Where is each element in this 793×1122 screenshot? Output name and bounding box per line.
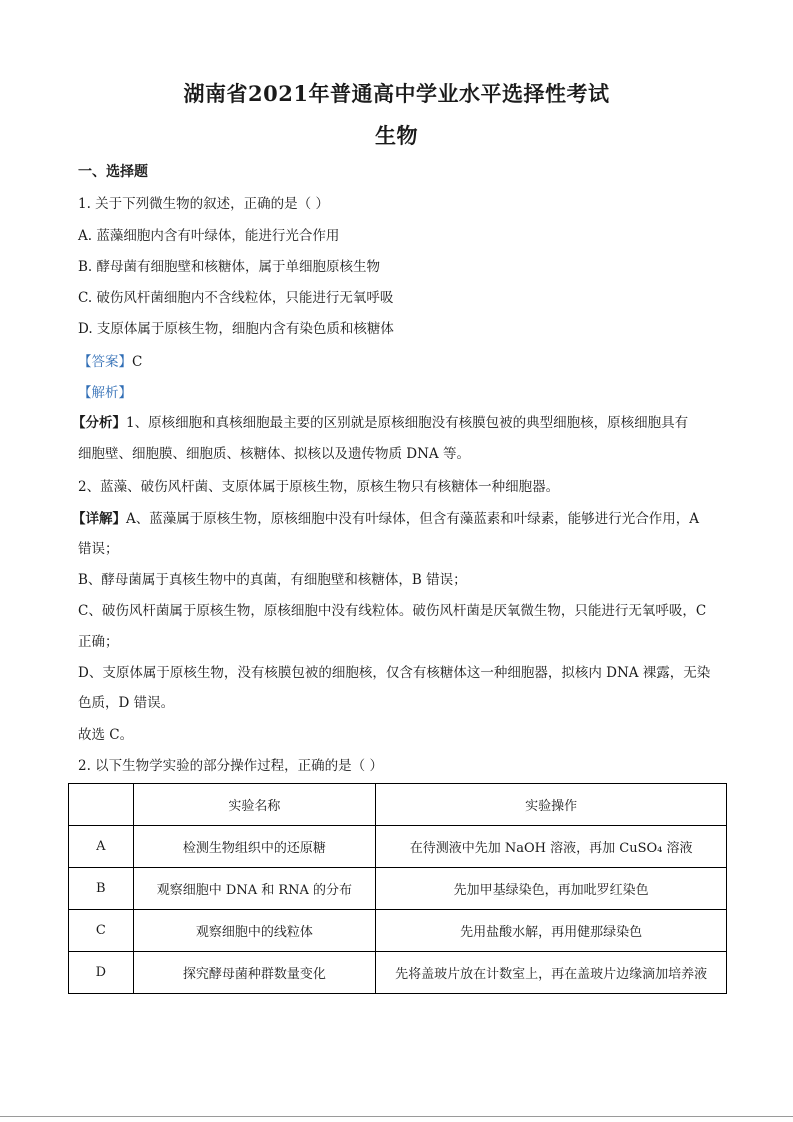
xiangjie-line-d1: D、支原体属于原核生物，没有核膜包被的细胞核，仅含有核糖体这一种细胞器，拟核内 DNA 裸露，无染 [78,665,711,681]
answer-value: C [132,354,143,370]
experiment-operation: 在待测液中先加 NaOH 溶液，再加 CuSO₄ 溶液 [376,826,727,868]
answer-label: 【答案】 [78,354,132,370]
table-row [69,868,727,910]
fenxi-line-2: 细胞壁、细胞膜、细胞质、核糖体、拟核以及遗传物质 DNA 等。 [78,446,470,462]
experiment-operation: 先加甲基绿染色，再加吡罗红染色 [376,868,727,910]
xiangjie-line-a2: 错误； [78,541,119,557]
q2-stem: 2. 以下生物学实验的部分操作过程，正确的是（ ） [78,758,383,774]
exam-subject: 生物 [375,123,418,148]
experiment-name: 观察细胞中的线粒体 [133,910,376,952]
section-heading: 一、选择题 [78,164,148,180]
q1-conclusion: 故选 C。 [78,727,134,743]
xiangjie-line-c1: C、破伤风杆菌属于原核生物，原核细胞中没有线粒体。破伤风杆菌是厌氧微生物，只能进行无氧呼吸，C [78,603,707,619]
q1-stem: 1. 关于下列微生物的叙述，正确的是（ ） [78,196,329,212]
fenxi-label: 【分析】 [72,415,126,431]
xiangjie-line-d2: 色质，D 错误。 [78,695,175,711]
q1-option-c: C. 破伤风杆菌细胞内不含线粒体，只能进行无氧呼吸 [78,290,394,306]
experiment-name: 探究酵母菌种群数量变化 [133,952,376,994]
q1-option-b: B. 酵母菌有细胞壁和核糖体，属于单细胞原核生物 [78,259,381,275]
fenxi-line-3: 2、蓝藻、破伤风杆菌、支原体属于原核生物，原核生物只有核糖体一种细胞器。 [78,479,560,495]
experiment-operation: 先将盖玻片放在计数室上，再在盖玻片边缘滴加培养液 [376,952,727,994]
page-bottom-rule [0,1116,793,1117]
q1-option-d: D. 支原体属于原核生物，细胞内含有染色质和核糖体 [78,321,394,337]
fenxi-line-1 [72,413,722,433]
exam-title: 湖南省2021年普通高中学业水平选择性考试 [183,81,610,106]
table-row [69,952,727,994]
experiment-name: 观察细胞中 DNA 和 RNA 的分布 [133,868,376,910]
table-row [69,826,727,868]
table-header-cell [69,784,134,826]
q1-answer [78,352,728,372]
row-label: B [69,868,134,910]
experiment-name: 检测生物组织中的还原糖 [133,826,376,868]
experiment-table [68,783,727,994]
xiangjie-line-a1 [72,509,722,529]
xiangjie-text-a1: A、蓝藻属于原核生物，原核细胞中没有叶绿体，但含有藻蓝素和叶绿素，能够进行光合作用，A [126,511,699,527]
xiangjie-line-c2: 正确； [78,634,119,650]
q1-option-a: A. 蓝藻细胞内含有叶绿体，能进行光合作用 [78,228,340,244]
fenxi-text-1: 1、原核细胞和真核细胞最主要的区别就是原核细胞没有核膜包被的典型细胞核，原核细胞具有 [126,415,689,431]
table-row [69,910,727,952]
table-header-cell: 实验名称 [133,784,376,826]
table-header-row [69,784,727,826]
experiment-operation: 先用盐酸水解，再用健那绿染色 [376,910,727,952]
row-label: A [69,826,134,868]
analysis-label: 【解析】 [78,385,132,401]
xiangjie-line-b1: B、酵母菌属于真核生物中的真菌，有细胞壁和核糖体，B 错误； [78,572,467,588]
row-label: C [69,910,134,952]
xiangjie-label: 【详解】 [72,511,126,527]
row-label: D [69,952,134,994]
table-header-cell: 实验操作 [376,784,727,826]
